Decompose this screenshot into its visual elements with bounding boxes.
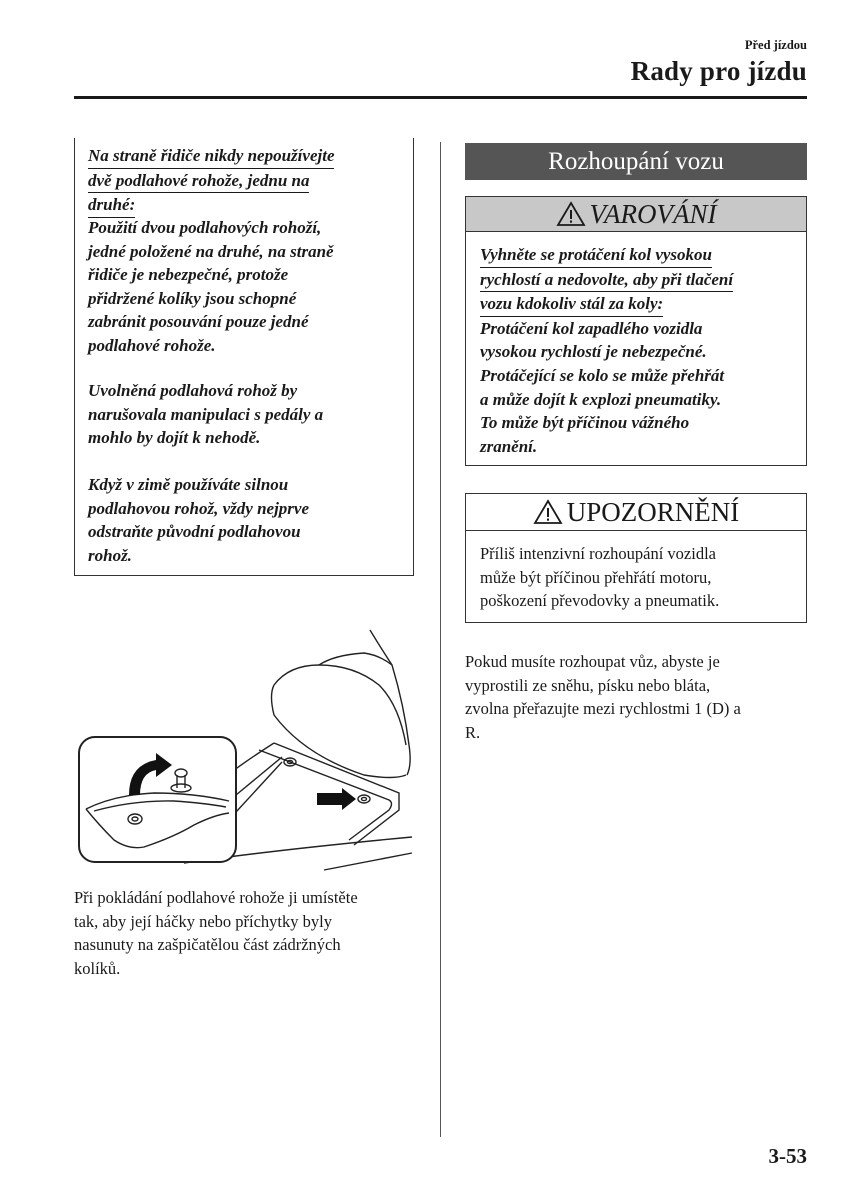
caution-heading <box>466 494 806 531</box>
warning-heading <box>466 197 806 232</box>
text-line: podlahovou rohož, vždy nejprve <box>88 498 309 518</box>
floor-mat-illustration <box>74 625 414 880</box>
text-line: a může dojít k explozi pneumatiky. <box>480 389 722 409</box>
warning-triangle-icon <box>533 499 563 525</box>
left-warning-box <box>74 138 414 576</box>
text-line: jedné položené na druhé, na straně <box>88 241 334 261</box>
text-line: mohlo by dojít k nehodě. <box>88 428 261 448</box>
chapter-title: Rady pro jízdu <box>630 56 807 86</box>
text-line: podlahové rohože. <box>88 335 216 355</box>
text-line: Uvolněná podlahová rohož by <box>88 381 298 400</box>
warning-lead-line: vozu kdokoliv stál za koly: <box>480 292 663 317</box>
left-warning-paragraph-2 <box>88 379 406 450</box>
text-line: přidržené kolíky jsou schopné <box>88 288 297 308</box>
left-warning-lead <box>88 144 406 218</box>
text-line: Příliš intenzivní rozhoupání vozidla <box>480 544 716 563</box>
text-line: poškození převodovky a pneumatik. <box>480 591 720 610</box>
left-warning-paragraph-1 <box>88 216 406 358</box>
header-section-label: Před jízdou <box>744 38 807 52</box>
rocking-instructions <box>465 650 810 744</box>
section-heading: Rozhoupání vozu <box>465 143 807 180</box>
warning-text <box>480 243 800 458</box>
text-line: zvolna přeřazujte mezi rychlostmi 1 (D) a <box>465 699 741 719</box>
warning-lead-line: rychlostí a nedovolte, aby při tlačení <box>480 268 733 293</box>
text-line: vyprostili ze sněhu, písku nebo bláta, <box>465 675 711 695</box>
warning-lead-line: dvě podlahové rohože, jednu na <box>88 169 309 194</box>
text-line: vysokou rychlostí je nebezpečné. <box>480 342 707 362</box>
warning-heading-label: VAROVÁNÍ <box>589 198 717 229</box>
warning-box <box>465 196 807 466</box>
warning-lead-line: druhé: <box>88 193 135 218</box>
text-line: narušovala manipulaci s pedály a <box>88 404 324 424</box>
warning-lead-line: Na straně řidiče nikdy nepoužívejte <box>88 144 334 169</box>
text-line: Pokud musíte rozhoupat vůz, abyste je <box>465 652 720 671</box>
text-line: To může být příčinou vážného <box>480 413 690 433</box>
text-line: zranění. <box>480 436 538 456</box>
caution-heading-label: UPOZORNĚNÍ <box>566 496 740 527</box>
text-line: zabránit posouvání pouze jedné <box>88 312 309 332</box>
illustration-caption <box>74 886 419 980</box>
text-line: řidiče je nebezpečné, protože <box>88 265 289 285</box>
caution-box <box>465 493 807 623</box>
text-line: odstraňte původní podlahovou <box>88 522 301 542</box>
text-line: Protáčení kol zapadlého vozidla <box>480 318 703 338</box>
text-line: Použití dvou podlahových rohoží, <box>88 218 322 237</box>
text-line: Když v zimě používáte silnou <box>88 475 289 494</box>
left-warning-paragraph-3 <box>88 473 406 567</box>
text-line: může být příčinou přehřátí motoru, <box>480 567 712 587</box>
text-line: Při pokládání podlahové rohože ji umístěte <box>74 888 358 907</box>
warning-lead-line: Vyhněte se protáčení kol vysokou <box>480 243 712 268</box>
text-line: Protáčející se kolo se může přehřát <box>480 365 725 385</box>
page-number: 3-53 <box>768 1144 807 1168</box>
text-line: rohož. <box>88 545 132 565</box>
text-line: tak, aby její háčky nebo příchytky byly <box>74 911 332 931</box>
caution-text <box>480 542 800 613</box>
text-line: kolíků. <box>74 958 121 978</box>
warning-triangle-icon <box>556 201 586 227</box>
column-divider <box>440 142 441 1137</box>
text-line: nasunuty na zašpičatělou část zádržných <box>74 935 341 955</box>
header-rule <box>74 96 807 99</box>
text-line: R. <box>465 722 481 742</box>
